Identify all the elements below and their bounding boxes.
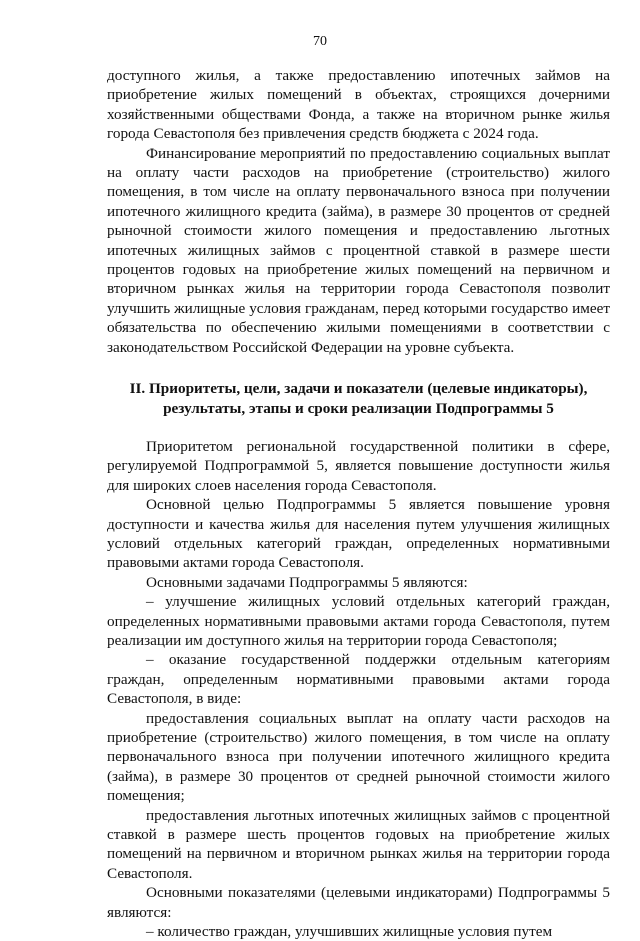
list-item-task-housing: – улучшение жилищных условий отдельных категорий граждан, определенных нормативными правовыми актами города Севастополя, путем реализации им доступного жилья на территории города Севастополя; bbox=[107, 593, 610, 649]
section-heading: II. Приоритеты, цели, задачи и показатели (целевые индикаторы), результаты, этапы и сроки реализации Подпрограммы 5 bbox=[129, 380, 588, 417]
list-item-indicator-citizens: – количество граждан, улучшивших жилищные условия путем bbox=[146, 923, 553, 941]
paragraph-continuation: доступного жилья, а также предоставлению ипотечных займов на приобретение жилых помещений в объектах, строящихся дочерними хозяйственными обществами Фонда, а также на вторичном рынке жилья города Севастополя без привлечения средств бюджета с 2024 года. bbox=[107, 67, 610, 143]
page-number: 70 bbox=[313, 34, 327, 49]
paragraph-goal: Основной целью Подпрограммы 5 является повышение уровня доступности и качества жилья для населения путем улучшения жилищных условий отдельных категорий граждан, определенных нормативными правовыми актами города Севастополя. bbox=[107, 496, 610, 572]
paragraph-financing: Финансирование мероприятий по предоставлению социальных выплат на оплату части расходов на приобретение (строительство) жилого помещения, в том числе на оплату первоначального взноса при получении ипотечного жилищного кредита (займа), в размере 30 процентов от средней рыночной стоимости жилого помещения и предоставлению льготных ипотечных жилищных займов с процентной ставкой в размере шести процентов годовых на приобретение жилых помещений на первичном и вторичном рынках жилья на территории города Севастополя позволит улучшить жилищные условия гражданам, перед которыми государство имеет обязательства по обеспечению жилыми помещениями в соответствии с законодательством Российской Федерации на уровне субъекта. bbox=[107, 144, 610, 356]
list-item-task-support: – оказание государственной поддержки отдельным категориям граждан, определенным нормативными правовыми актами города Севастополя, в виде: bbox=[107, 651, 610, 708]
document-body bbox=[107, 66, 610, 941]
paragraph-social-payments: предоставления социальных выплат на оплату части расходов на приобретение (строительство) жилого помещения, в том числе на оплату первоначального взноса при получении ипотечного жилищного кредита (займа), в размере 30 процентов от средней рыночной стоимости жилого помещения; bbox=[107, 709, 610, 805]
paragraph-priority: Приоритетом региональной государственной политики в сфере, регулируемой Подпрограммой 5, является повышение доступности жилья для широких слоев населения города Севастополя. bbox=[107, 437, 610, 494]
paragraph-indicators-intro: Основными показателями (целевыми индикаторами) Подпрограммы 5 являются: bbox=[107, 884, 610, 921]
paragraph-tasks-intro: Основными задачами Подпрограммы 5 являются: bbox=[146, 573, 468, 591]
paragraph-preferential-loans: предоставления льготных ипотечных жилищных займов с процентной ставкой в размере шесть процентов годовых на приобретение жилых помещений на первичном и вторичном рынках жилья на территории города Севастополя. bbox=[107, 806, 610, 882]
